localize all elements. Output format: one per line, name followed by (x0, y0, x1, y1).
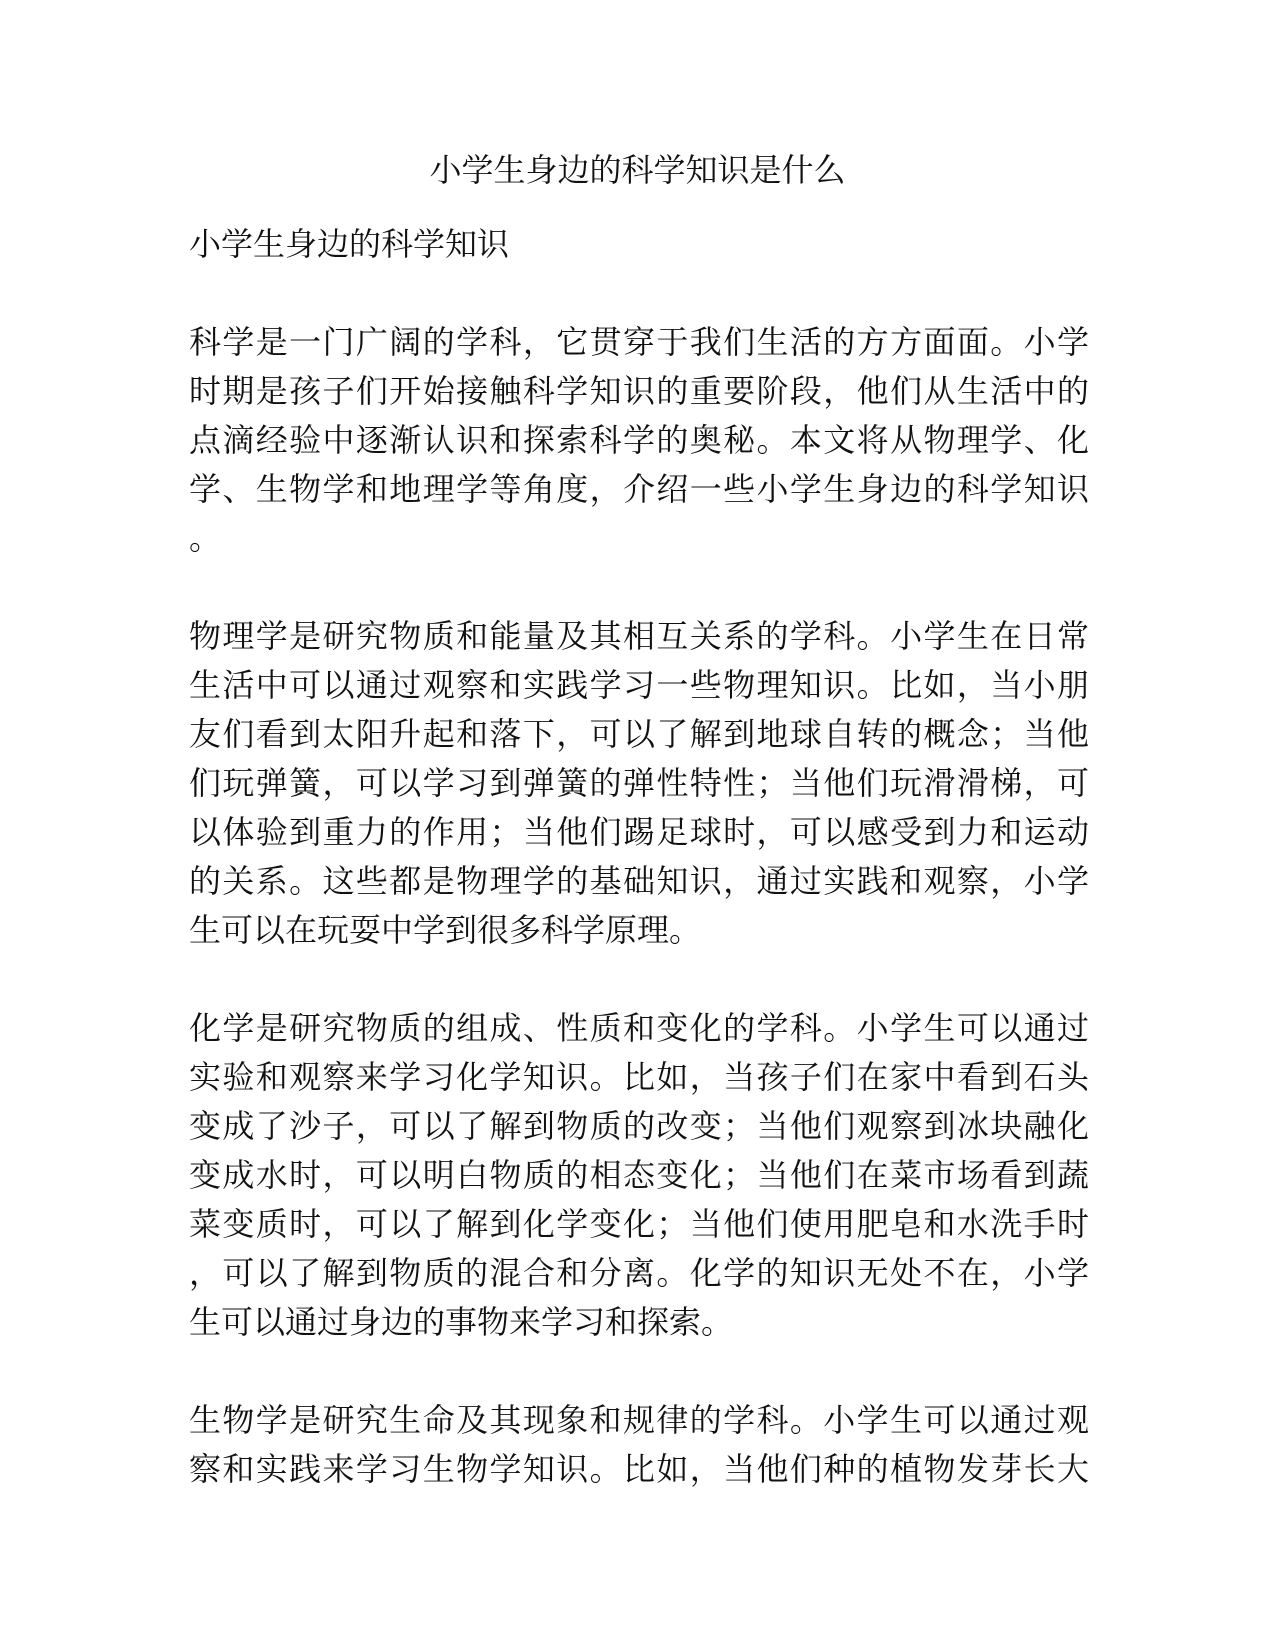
text-line: 的关系。这些都是物理学的基础知识，通过实践和观察，小学 (189, 862, 1089, 900)
text-line: 生可以在玩耍中学到很多科学原理。 (189, 911, 702, 949)
text-line: 时期是孩子们开始接触科学知识的重要阶段，他们从生活中的 (189, 372, 1089, 410)
paragraph-intro (189, 318, 1089, 563)
text-line: ，可以了解到物质的混合和分离。化学的知识无处不在，小学 (189, 1254, 1089, 1292)
text-line: 察和实践来学习生物学知识。比如，当他们种的植物发芽长大 (189, 1450, 1089, 1488)
paragraph-gap (189, 955, 1089, 1004)
document-title: 小学生身边的科学知识是什么 (429, 151, 846, 189)
text-line: 变成了沙子，可以了解到物质的改变；当他们观察到冰块融化 (189, 1107, 1089, 1145)
text-line: 。 (189, 519, 222, 557)
text-line: 生物学是研究生命及其现象和规律的学科。小学生可以通过观 (189, 1401, 1089, 1439)
text-line: 以体验到重力的作用；当他们踢足球时，可以感受到力和运动 (189, 813, 1089, 851)
section-heading: 小学生身边的科学知识 (189, 225, 510, 263)
text-line: 点滴经验中逐渐认识和探索科学的奥秘。本文将从物理学、化 (189, 421, 1089, 459)
text-line: 生活中可以通过观察和实践学习一些物理知识。比如，当小朋 (189, 666, 1089, 704)
paragraph-chemistry (189, 1004, 1089, 1347)
text-line: 菜变质时，可以了解到化学变化；当他们使用肥皂和水洗手时 (189, 1205, 1089, 1243)
paragraph-gap (189, 563, 1089, 612)
text-line: 友们看到太阳升起和落下，可以了解到地球自转的概念；当他 (189, 715, 1089, 753)
text-line: 们玩弹簧，可以学习到弹簧的弹性特性；当他们玩滑滑梯，可 (189, 764, 1089, 802)
text-line: 变成水时，可以明白物质的相态变化；当他们在菜市场看到蔬 (189, 1156, 1089, 1194)
text-line: 科学是一门广阔的学科，它贯穿于我们生活的方方面面。小学 (189, 323, 1089, 361)
text-line: 生可以通过身边的事物来学习和探索。 (189, 1303, 734, 1341)
document-body (189, 220, 1089, 1494)
paragraph-physics (189, 612, 1089, 955)
text-line: 学、生物学和地理学等角度，介绍一些小学生身边的科学知识 (189, 470, 1089, 508)
paragraph-biology (189, 1396, 1089, 1494)
text-line: 化学是研究物质的组成、性质和变化的学科。小学生可以通过 (189, 1009, 1089, 1047)
text-line: 实验和观察来学习化学知识。比如，当孩子们在家中看到石头 (189, 1058, 1089, 1096)
paragraph-gap (189, 269, 1089, 318)
paragraph-gap (189, 1347, 1089, 1396)
text-line: 物理学是研究物质和能量及其相互关系的学科。小学生在日常 (189, 617, 1089, 655)
